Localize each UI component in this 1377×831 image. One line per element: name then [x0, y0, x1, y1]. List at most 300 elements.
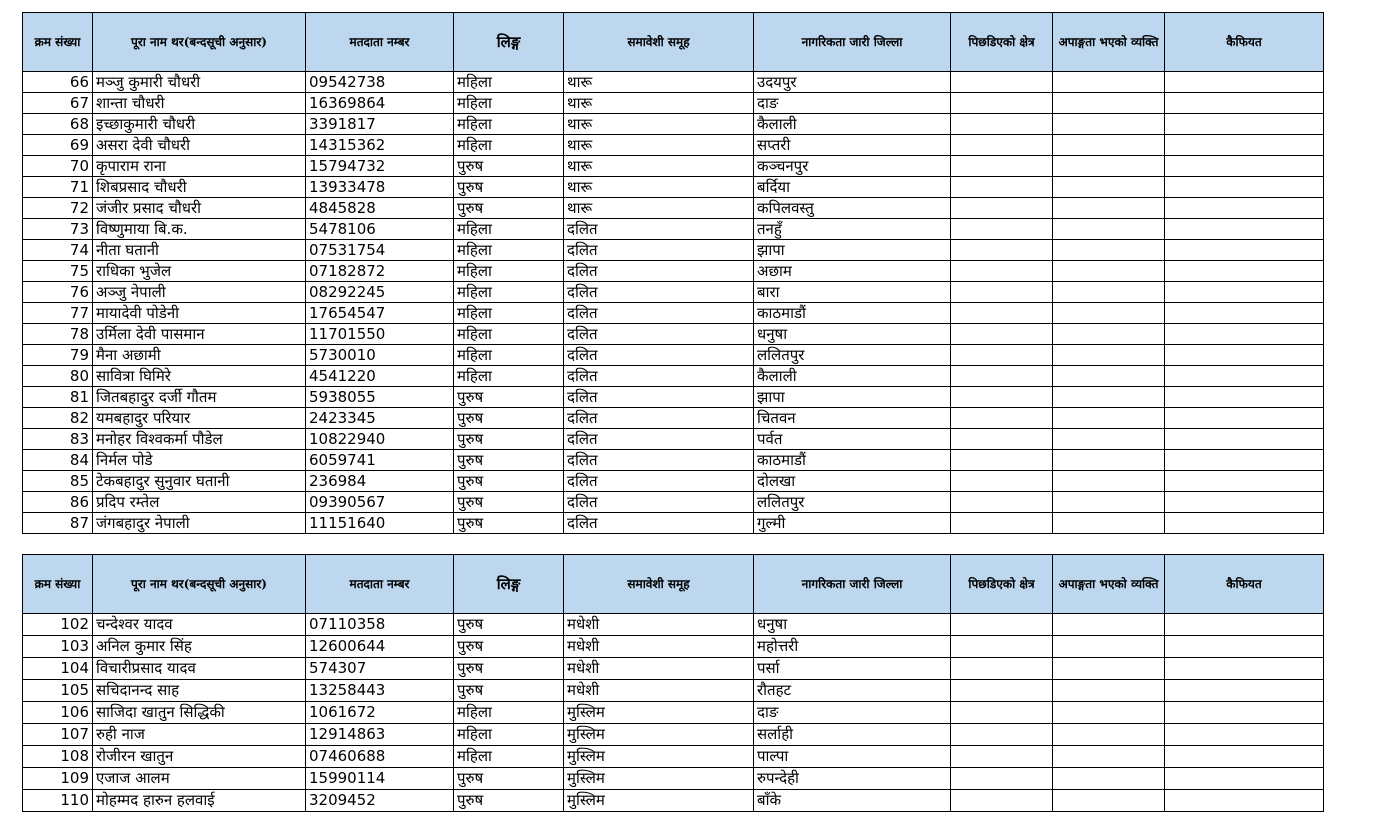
cell-remarks — [1165, 282, 1324, 303]
cell-citizenship-district: चितवन — [754, 408, 951, 429]
cell-backward-area — [951, 198, 1053, 219]
cell-citizenship-district: काठमाडौं — [754, 303, 951, 324]
cell-backward-area — [951, 614, 1053, 636]
cell-gender: महिला — [454, 303, 564, 324]
cell-inclusive-group: दलित — [564, 282, 754, 303]
cell-backward-area — [951, 303, 1053, 324]
cell-voter-number: 6059741 — [306, 450, 454, 471]
cell-remarks — [1165, 429, 1324, 450]
header-serial: क्रम संख्या — [23, 13, 93, 72]
header-name: पूरा नाम थर(बन्दसूची अनुसार) — [93, 13, 306, 72]
cell-name: प्रदिप रम्तेल — [93, 492, 306, 513]
cell-serial: 86 — [23, 492, 93, 513]
cell-remarks — [1165, 198, 1324, 219]
cell-serial: 83 — [23, 429, 93, 450]
cell-serial: 69 — [23, 135, 93, 156]
cell-inclusive-group: मधेशी — [564, 680, 754, 702]
table-row — [23, 471, 1324, 492]
cell-inclusive-group: दलित — [564, 303, 754, 324]
cell-remarks — [1165, 345, 1324, 366]
cell-remarks — [1165, 324, 1324, 345]
cell-citizenship-district: काठमाडौं — [754, 450, 951, 471]
cell-citizenship-district: बाँके — [754, 790, 951, 812]
cell-serial: 74 — [23, 240, 93, 261]
table-row — [23, 768, 1324, 790]
cell-voter-number: 12600644 — [306, 636, 454, 658]
cell-gender: महिला — [454, 282, 564, 303]
cell-name: जंगबहादुर नेपाली — [93, 513, 306, 534]
cell-serial: 72 — [23, 198, 93, 219]
table-row — [23, 492, 1324, 513]
cell-disabled-person — [1053, 387, 1165, 408]
table-row — [23, 72, 1324, 93]
cell-name: असरा देवी चौधरी — [93, 135, 306, 156]
cell-gender: पुरुष — [454, 790, 564, 812]
cell-serial: 67 — [23, 93, 93, 114]
table-row — [23, 135, 1324, 156]
cell-remarks — [1165, 135, 1324, 156]
table-row — [23, 702, 1324, 724]
cell-voter-number: 12914863 — [306, 724, 454, 746]
cell-inclusive-group: थारू — [564, 135, 754, 156]
table-row — [23, 282, 1324, 303]
cell-name: मञ्जु कुमारी चौधरी — [93, 72, 306, 93]
cell-inclusive-group: थारू — [564, 72, 754, 93]
cell-backward-area — [951, 135, 1053, 156]
cell-voter-number: 08292245 — [306, 282, 454, 303]
cell-disabled-person — [1053, 198, 1165, 219]
cell-backward-area — [951, 450, 1053, 471]
cell-name: विचारीप्रसाद यादव — [93, 658, 306, 680]
cell-serial: 109 — [23, 768, 93, 790]
cell-voter-number: 13258443 — [306, 680, 454, 702]
cell-gender: पुरुष — [454, 614, 564, 636]
cell-name: रोजीरन खातुन — [93, 746, 306, 768]
cell-backward-area — [951, 282, 1053, 303]
cell-citizenship-district: अछाम — [754, 261, 951, 282]
cell-inclusive-group: दलित — [564, 345, 754, 366]
cell-serial: 105 — [23, 680, 93, 702]
cell-name: उर्मिला देवी पासमान — [93, 324, 306, 345]
cell-inclusive-group: मुस्लिम — [564, 702, 754, 724]
cell-backward-area — [951, 261, 1053, 282]
cell-voter-number: 07110358 — [306, 614, 454, 636]
cell-citizenship-district: पाल्पा — [754, 746, 951, 768]
header-backward-area: पिछडिएको क्षेत्र — [951, 555, 1053, 614]
cell-serial: 104 — [23, 658, 93, 680]
cell-gender: महिला — [454, 366, 564, 387]
cell-disabled-person — [1053, 790, 1165, 812]
table-row — [23, 387, 1324, 408]
cell-serial: 108 — [23, 746, 93, 768]
cell-gender: महिला — [454, 345, 564, 366]
cell-voter-number: 14315362 — [306, 135, 454, 156]
cell-inclusive-group: दलित — [564, 261, 754, 282]
cell-citizenship-district: बर्दिया — [754, 177, 951, 198]
cell-inclusive-group: दलित — [564, 387, 754, 408]
cell-backward-area — [951, 114, 1053, 135]
cell-citizenship-district: बारा — [754, 282, 951, 303]
cell-voter-number: 07460688 — [306, 746, 454, 768]
table-row — [23, 614, 1324, 636]
cell-remarks — [1165, 114, 1324, 135]
cell-disabled-person — [1053, 471, 1165, 492]
cell-disabled-person — [1053, 636, 1165, 658]
header-gender: लिङ्ग — [454, 13, 564, 72]
cell-citizenship-district: सर्लाही — [754, 724, 951, 746]
cell-name: राधिका भुजेल — [93, 261, 306, 282]
cell-serial: 102 — [23, 614, 93, 636]
cell-backward-area — [951, 156, 1053, 177]
cell-name: इच्छाकुमारी चौधरी — [93, 114, 306, 135]
cell-citizenship-district: उदयपुर — [754, 72, 951, 93]
cell-gender: पुरुष — [454, 198, 564, 219]
table-row — [23, 790, 1324, 812]
cell-backward-area — [951, 790, 1053, 812]
table-row — [23, 219, 1324, 240]
table-row — [23, 261, 1324, 282]
cell-voter-number: 11701550 — [306, 324, 454, 345]
cell-remarks — [1165, 724, 1324, 746]
cell-inclusive-group: थारू — [564, 177, 754, 198]
cell-serial: 80 — [23, 366, 93, 387]
cell-backward-area — [951, 746, 1053, 768]
cell-serial: 77 — [23, 303, 93, 324]
cell-gender: महिला — [454, 261, 564, 282]
header-name: पूरा नाम थर(बन्दसूची अनुसार) — [93, 555, 306, 614]
cell-backward-area — [951, 324, 1053, 345]
table-row — [23, 408, 1324, 429]
cell-remarks — [1165, 450, 1324, 471]
table-row — [23, 303, 1324, 324]
cell-backward-area — [951, 471, 1053, 492]
cell-disabled-person — [1053, 282, 1165, 303]
cell-remarks — [1165, 658, 1324, 680]
cell-backward-area — [951, 408, 1053, 429]
cell-gender: महिला — [454, 324, 564, 345]
cell-voter-number: 07531754 — [306, 240, 454, 261]
cell-voter-number: 3391817 — [306, 114, 454, 135]
cell-name: जंजीर प्रसाद चौधरी — [93, 198, 306, 219]
cell-serial: 66 — [23, 72, 93, 93]
cell-name: रुही नाज — [93, 724, 306, 746]
cell-voter-number: 10822940 — [306, 429, 454, 450]
header-voter-number: मतदाता नम्बर — [306, 555, 454, 614]
cell-serial: 70 — [23, 156, 93, 177]
cell-gender: पुरुष — [454, 408, 564, 429]
cell-inclusive-group: दलित — [564, 513, 754, 534]
cell-serial: 103 — [23, 636, 93, 658]
cell-backward-area — [951, 429, 1053, 450]
table-row — [23, 240, 1324, 261]
cell-backward-area — [951, 345, 1053, 366]
cell-name: विष्णुमाया बि.क. — [93, 219, 306, 240]
cell-name: मायादेवी पोडेनी — [93, 303, 306, 324]
cell-backward-area — [951, 72, 1053, 93]
cell-voter-number: 13933478 — [306, 177, 454, 198]
cell-remarks — [1165, 261, 1324, 282]
cell-gender: पुरुष — [454, 471, 564, 492]
table-body-bottom — [23, 614, 1324, 812]
cell-citizenship-district: झापा — [754, 240, 951, 261]
cell-gender: महिला — [454, 724, 564, 746]
cell-disabled-person — [1053, 724, 1165, 746]
cell-backward-area — [951, 177, 1053, 198]
cell-citizenship-district: ललितपुर — [754, 345, 951, 366]
cell-gender: पुरुष — [454, 492, 564, 513]
table-row — [23, 429, 1324, 450]
cell-gender: पुरुष — [454, 658, 564, 680]
cell-voter-number: 4541220 — [306, 366, 454, 387]
cell-disabled-person — [1053, 219, 1165, 240]
cell-gender: पुरुष — [454, 768, 564, 790]
cell-name: टेकबहादुर सुनुवार घतानी — [93, 471, 306, 492]
cell-citizenship-district: रुपन्देही — [754, 768, 951, 790]
cell-citizenship-district: झापा — [754, 387, 951, 408]
cell-remarks — [1165, 219, 1324, 240]
cell-disabled-person — [1053, 324, 1165, 345]
cell-voter-number: 574307 — [306, 658, 454, 680]
cell-citizenship-district: ललितपुर — [754, 492, 951, 513]
table-row — [23, 366, 1324, 387]
cell-disabled-person — [1053, 680, 1165, 702]
cell-gender: पुरुष — [454, 177, 564, 198]
header-row — [23, 555, 1324, 614]
cell-voter-number: 5730010 — [306, 345, 454, 366]
cell-disabled-person — [1053, 345, 1165, 366]
table-row — [23, 324, 1324, 345]
cell-disabled-person — [1053, 429, 1165, 450]
cell-gender: महिला — [454, 93, 564, 114]
cell-disabled-person — [1053, 450, 1165, 471]
cell-citizenship-district: गुल्मी — [754, 513, 951, 534]
cell-inclusive-group: दलित — [564, 471, 754, 492]
cell-disabled-person — [1053, 240, 1165, 261]
cell-gender: महिला — [454, 114, 564, 135]
cell-disabled-person — [1053, 303, 1165, 324]
cell-name: एजाज आलम — [93, 768, 306, 790]
cell-disabled-person — [1053, 614, 1165, 636]
cell-serial: 84 — [23, 450, 93, 471]
cell-disabled-person — [1053, 135, 1165, 156]
cell-voter-number: 2423345 — [306, 408, 454, 429]
cell-disabled-person — [1053, 702, 1165, 724]
table-row — [23, 198, 1324, 219]
cell-citizenship-district: कञ्चनपुर — [754, 156, 951, 177]
cell-inclusive-group: दलित — [564, 366, 754, 387]
cell-serial: 68 — [23, 114, 93, 135]
cell-voter-number: 17654547 — [306, 303, 454, 324]
cell-backward-area — [951, 93, 1053, 114]
cell-disabled-person — [1053, 768, 1165, 790]
cell-inclusive-group: मधेशी — [564, 614, 754, 636]
cell-serial: 106 — [23, 702, 93, 724]
cell-remarks — [1165, 680, 1324, 702]
cell-citizenship-district: कैलाली — [754, 366, 951, 387]
cell-disabled-person — [1053, 408, 1165, 429]
cell-citizenship-district: पर्सा — [754, 658, 951, 680]
cell-backward-area — [951, 724, 1053, 746]
cell-name: शिबप्रसाद चौधरी — [93, 177, 306, 198]
cell-name: यमबहादुर परियार — [93, 408, 306, 429]
cell-inclusive-group: मधेशी — [564, 636, 754, 658]
cell-name: शान्ता चौधरी — [93, 93, 306, 114]
header-remarks: कैफियत — [1165, 555, 1324, 614]
header-remarks: कैफियत — [1165, 13, 1324, 72]
cell-backward-area — [951, 636, 1053, 658]
cell-gender: महिला — [454, 135, 564, 156]
cell-serial: 82 — [23, 408, 93, 429]
cell-citizenship-district: सप्तरी — [754, 135, 951, 156]
cell-serial: 87 — [23, 513, 93, 534]
candidate-table-top — [22, 12, 1324, 534]
header-voter-number: मतदाता नम्बर — [306, 13, 454, 72]
cell-disabled-person — [1053, 114, 1165, 135]
header-inclusive-group: समावेशी समूह — [564, 555, 754, 614]
header-serial: क्रम संख्या — [23, 555, 93, 614]
cell-inclusive-group: दलित — [564, 450, 754, 471]
cell-name: निर्मल पोडे — [93, 450, 306, 471]
cell-inclusive-group: दलित — [564, 408, 754, 429]
cell-voter-number: 5478106 — [306, 219, 454, 240]
cell-voter-number: 15794732 — [306, 156, 454, 177]
cell-inclusive-group: मुस्लिम — [564, 790, 754, 812]
cell-serial: 78 — [23, 324, 93, 345]
header-disabled-person: अपाङ्गता भएको व्यक्ति — [1053, 555, 1165, 614]
cell-gender: पुरुष — [454, 450, 564, 471]
cell-citizenship-district: महोत्तरी — [754, 636, 951, 658]
cell-inclusive-group: दलित — [564, 492, 754, 513]
cell-inclusive-group: दलित — [564, 240, 754, 261]
cell-disabled-person — [1053, 72, 1165, 93]
cell-gender: महिला — [454, 72, 564, 93]
cell-backward-area — [951, 658, 1053, 680]
cell-citizenship-district: रौतहट — [754, 680, 951, 702]
cell-remarks — [1165, 366, 1324, 387]
cell-remarks — [1165, 513, 1324, 534]
header-backward-area: पिछडिएको क्षेत्र — [951, 13, 1053, 72]
cell-serial: 79 — [23, 345, 93, 366]
cell-gender: महिला — [454, 240, 564, 261]
cell-name: जितबहादुर दर्जी गौतम — [93, 387, 306, 408]
cell-remarks — [1165, 240, 1324, 261]
cell-gender: पुरुष — [454, 636, 564, 658]
cell-serial: 107 — [23, 724, 93, 746]
cell-citizenship-district: कैलाली — [754, 114, 951, 135]
cell-gender: महिला — [454, 746, 564, 768]
cell-remarks — [1165, 614, 1324, 636]
cell-citizenship-district: कपिलवस्तु — [754, 198, 951, 219]
cell-remarks — [1165, 408, 1324, 429]
table-row — [23, 93, 1324, 114]
cell-citizenship-district: धनुषा — [754, 614, 951, 636]
cell-voter-number: 11151640 — [306, 513, 454, 534]
cell-backward-area — [951, 768, 1053, 790]
cell-gender: पुरुष — [454, 513, 564, 534]
cell-remarks — [1165, 303, 1324, 324]
candidate-table-bottom — [22, 554, 1324, 812]
cell-serial: 71 — [23, 177, 93, 198]
cell-remarks — [1165, 790, 1324, 812]
cell-inclusive-group: दलित — [564, 219, 754, 240]
cell-gender: पुरुष — [454, 156, 564, 177]
cell-remarks — [1165, 768, 1324, 790]
table-row — [23, 114, 1324, 135]
cell-disabled-person — [1053, 156, 1165, 177]
cell-backward-area — [951, 387, 1053, 408]
cell-name: कृपाराम राना — [93, 156, 306, 177]
cell-disabled-person — [1053, 746, 1165, 768]
cell-voter-number: 09542738 — [306, 72, 454, 93]
cell-voter-number: 07182872 — [306, 261, 454, 282]
cell-serial: 73 — [23, 219, 93, 240]
cell-citizenship-district: धनुषा — [754, 324, 951, 345]
cell-voter-number: 15990114 — [306, 768, 454, 790]
cell-name: साजिदा खातुन सिद्धिकी — [93, 702, 306, 724]
cell-remarks — [1165, 177, 1324, 198]
cell-voter-number: 1061672 — [306, 702, 454, 724]
cell-citizenship-district: तनहुँ — [754, 219, 951, 240]
table-row — [23, 345, 1324, 366]
table-row — [23, 724, 1324, 746]
cell-remarks — [1165, 492, 1324, 513]
header-row — [23, 13, 1324, 72]
cell-name: मनोहर विश्वकर्मा पौडेल — [93, 429, 306, 450]
cell-gender: महिला — [454, 702, 564, 724]
cell-citizenship-district: दाङ — [754, 93, 951, 114]
cell-voter-number: 236984 — [306, 471, 454, 492]
header-citizenship-district: नागरिकता जारी जिल्ला — [754, 555, 951, 614]
cell-backward-area — [951, 366, 1053, 387]
cell-serial: 75 — [23, 261, 93, 282]
table-row — [23, 156, 1324, 177]
cell-name: चन्देश्वर यादव — [93, 614, 306, 636]
cell-serial: 81 — [23, 387, 93, 408]
cell-backward-area — [951, 513, 1053, 534]
cell-inclusive-group: मुस्लिम — [564, 724, 754, 746]
cell-inclusive-group: मुस्लिम — [564, 746, 754, 768]
cell-backward-area — [951, 680, 1053, 702]
cell-backward-area — [951, 702, 1053, 724]
cell-voter-number: 16369864 — [306, 93, 454, 114]
cell-remarks — [1165, 636, 1324, 658]
cell-voter-number: 4845828 — [306, 198, 454, 219]
cell-inclusive-group: दलित — [564, 429, 754, 450]
cell-name: अञ्जु नेपाली — [93, 282, 306, 303]
cell-gender: पुरुष — [454, 387, 564, 408]
cell-backward-area — [951, 219, 1053, 240]
cell-name: मैना अछामी — [93, 345, 306, 366]
header-inclusive-group: समावेशी समूह — [564, 13, 754, 72]
cell-inclusive-group: दलित — [564, 324, 754, 345]
cell-voter-number: 3209452 — [306, 790, 454, 812]
cell-citizenship-district: पर्वत — [754, 429, 951, 450]
table-row — [23, 513, 1324, 534]
cell-citizenship-district: दाङ — [754, 702, 951, 724]
cell-inclusive-group: थारू — [564, 198, 754, 219]
cell-voter-number: 09390567 — [306, 492, 454, 513]
cell-serial: 76 — [23, 282, 93, 303]
cell-serial: 110 — [23, 790, 93, 812]
cell-inclusive-group: मुस्लिम — [564, 768, 754, 790]
cell-inclusive-group: मधेशी — [564, 658, 754, 680]
cell-remarks — [1165, 72, 1324, 93]
cell-remarks — [1165, 156, 1324, 177]
cell-disabled-person — [1053, 513, 1165, 534]
table-row — [23, 450, 1324, 471]
cell-gender: पुरुष — [454, 680, 564, 702]
table-row — [23, 636, 1324, 658]
